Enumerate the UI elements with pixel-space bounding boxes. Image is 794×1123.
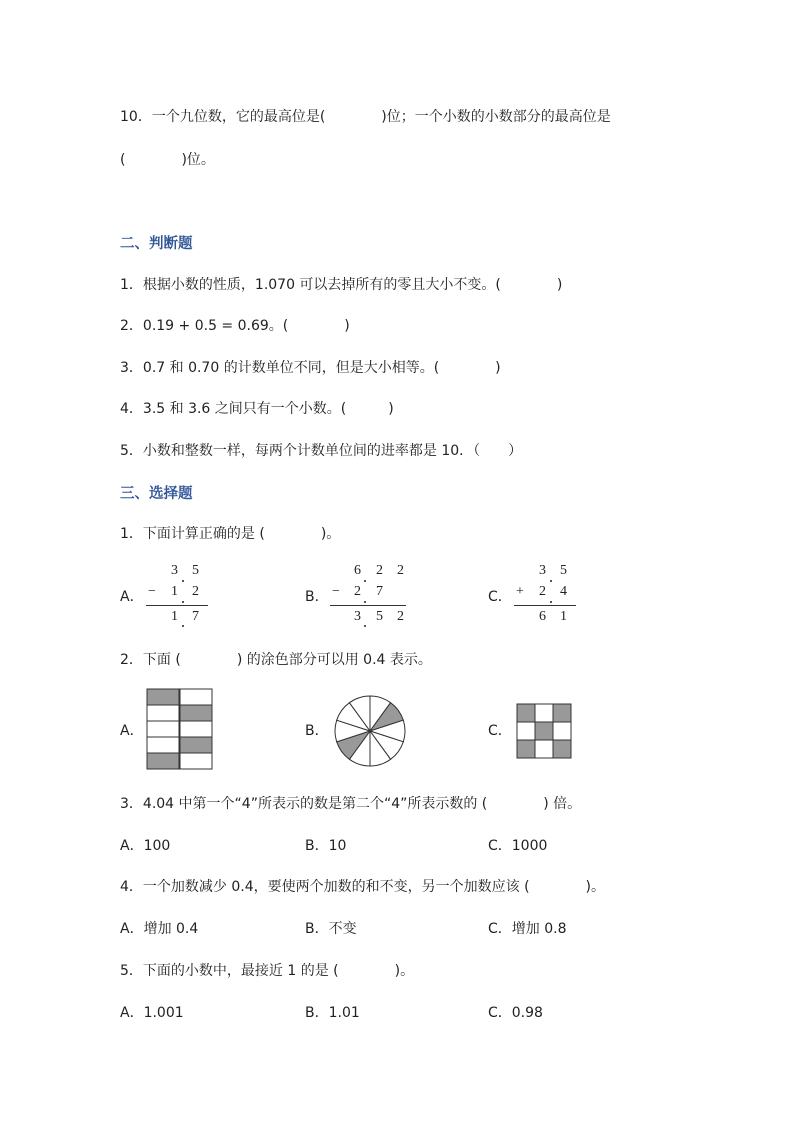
q3-option-b: B．10: [305, 838, 347, 854]
judge-question-4: 4．3.5 和 3.6 之间只有一个小数。( ): [120, 401, 394, 417]
digit: 2: [192, 584, 199, 599]
digit: 3: [539, 563, 546, 578]
digit: 5: [192, 563, 199, 578]
q1-option-c-vertical-calc: [514, 563, 584, 627]
judge-question-5: 5．小数和整数一样，每两个计数单位间的进率都是 10．（ ）: [120, 443, 523, 459]
digit: 1: [171, 584, 178, 599]
q2-option-c-label: C．: [488, 723, 512, 739]
digit: 2: [354, 584, 361, 599]
q1-option-c-label: C．: [488, 589, 512, 605]
judge-question-2: 2．0.19 + 0.5 = 0.69。( ): [120, 318, 350, 334]
choice-section-heading: 三、选择题: [120, 486, 193, 502]
q3-option-c: C．1000: [488, 838, 548, 854]
choice-question-3-stem: 3．4.04 中第一个“4”所表示的数是第二个“4”所表示数的 ( ) 倍。: [120, 796, 582, 812]
digit: 2: [539, 584, 546, 599]
judge-question-1: 1．根据小数的性质，1.070 可以去掉所有的零且大小不变。( ): [120, 277, 563, 293]
question-10-line1: 10．一个九位数，它的最高位是( )位；一个小数的小数部分的最高位是: [120, 109, 611, 125]
digit: 1: [560, 609, 567, 624]
plus-sign: +: [516, 584, 524, 599]
q1-option-a-label: A．: [120, 589, 144, 605]
q2-option-b-circle-figure: [333, 694, 407, 768]
choice-question-2-stem: 2．下面 ( ) 的涂色部分可以用 0.4 表示。: [120, 652, 432, 668]
choice-question-4-stem: 4．一个加数减少 0.4，要使两个加数的和不变，另一个加数应该 ( )。: [120, 879, 605, 895]
q5-option-b: B．1.01: [305, 1005, 360, 1021]
question-10-line2: ( )位。: [120, 152, 215, 168]
q2-option-a-bar-figure: [146, 688, 214, 772]
judge-section-heading: 二、判断题: [120, 236, 193, 252]
digit: 2: [397, 563, 404, 578]
digit: 5: [376, 609, 383, 624]
q3-option-a: A．100: [120, 838, 171, 854]
q1-option-b-label: B．: [305, 589, 329, 605]
choice-question-5-stem: 5．下面的小数中，最接近 1 的是 ( )。: [120, 963, 415, 979]
digit: 6: [354, 563, 361, 578]
q2-option-b-label: B．: [305, 723, 329, 739]
judge-question-3: 3．0.7 和 0.70 的计数单位不同，但是大小相等。( ): [120, 360, 501, 376]
q2-option-c-grid-figure: [516, 703, 572, 759]
q4-option-b: B．不变: [305, 921, 357, 937]
digit: 3: [171, 563, 178, 578]
digit: 1: [171, 609, 178, 624]
q4-option-a: A．增加 0.4: [120, 921, 199, 937]
q1-option-b-vertical-calc: [330, 563, 410, 627]
q4-option-c: C．增加 0.8: [488, 921, 567, 937]
q5-option-a: A．1.001: [120, 1005, 184, 1021]
digit: 2: [397, 609, 404, 624]
q2-option-a-label: A．: [120, 723, 144, 739]
minus-sign: −: [332, 584, 340, 599]
digit: 7: [192, 609, 199, 624]
minus-sign: −: [148, 584, 156, 599]
digit: 7: [376, 584, 383, 599]
digit: 2: [376, 563, 383, 578]
q5-option-c: C．0.98: [488, 1005, 543, 1021]
digit: 4: [560, 584, 567, 599]
digit: 3: [354, 609, 361, 624]
q1-option-a-vertical-calc: [146, 563, 216, 627]
digit: 6: [539, 609, 546, 624]
choice-question-1-stem: 1．下面计算正确的是 ( )。: [120, 526, 341, 542]
digit: 5: [560, 563, 567, 578]
